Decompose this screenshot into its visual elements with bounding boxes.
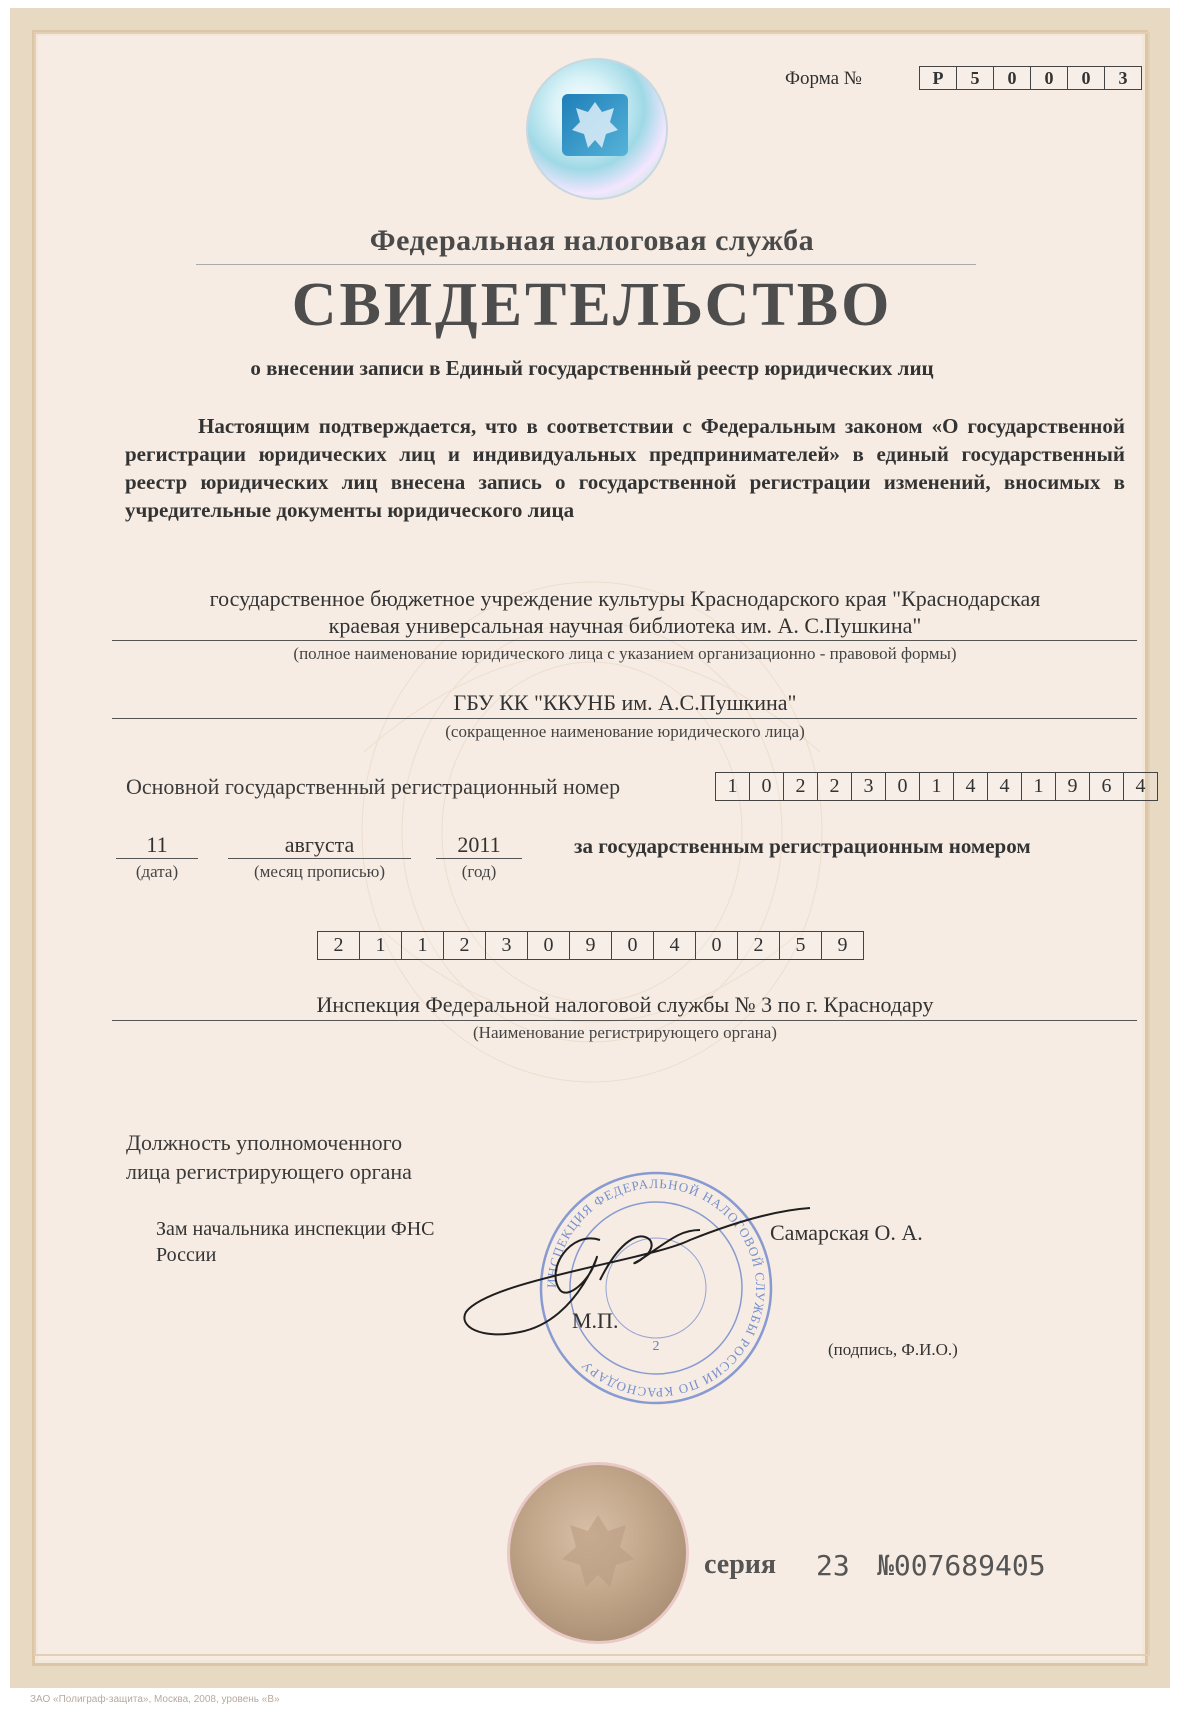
reg-digit: 9: [821, 931, 864, 960]
underline: [116, 858, 198, 859]
series-value: 23: [816, 1549, 850, 1582]
reg-digit: 9: [569, 931, 612, 960]
form-code-cell: Р: [919, 66, 957, 90]
ogrn-digit: 0: [749, 772, 784, 801]
series-label: серия: [704, 1549, 777, 1580]
entity-full-name-line1: государственное бюджетное учреждение культуры Краснодарского края "Краснодарская: [209, 586, 1041, 611]
ogrn-digit: 0: [885, 772, 920, 801]
form-code-cell: 3: [1104, 66, 1142, 90]
document-title: СВИДЕТЕЛЬСТВО: [291, 271, 893, 339]
reg-digit: 4: [653, 931, 696, 960]
embossed-seal-icon: [507, 1462, 689, 1644]
reg-year-caption: (год): [461, 862, 497, 881]
underline: [112, 1020, 1137, 1021]
form-code-cell: 0: [1030, 66, 1068, 90]
ogrn-label: Основной государственный регистрационный номер: [126, 774, 621, 799]
signer-name: Самарская О. А.: [770, 1220, 923, 1245]
entity-full-name-caption: (полное наименование юридического лица с указанием организационно - правовой формы): [293, 644, 957, 663]
reg-year: 2011: [457, 832, 501, 857]
role-line: Зам начальника инспекции ФНС: [156, 1218, 435, 1240]
reg-day: 11: [146, 832, 168, 857]
reg-day-caption: (дата): [135, 862, 179, 881]
reg-digit: 0: [695, 931, 738, 960]
ogrn-digit: 4: [987, 772, 1022, 801]
position-line: Должность уполномоченного: [126, 1130, 403, 1155]
underline: [112, 640, 1137, 641]
reg-digit: 0: [611, 931, 654, 960]
ogrn-number: [716, 772, 1158, 801]
registration-number: [318, 931, 864, 960]
entity-short-name-caption: (сокращенное наименование юридического лица): [445, 722, 805, 741]
ogrn-digit: 1: [1021, 772, 1056, 801]
reg-digit: 2: [317, 931, 360, 960]
ogrn-digit: 1: [715, 772, 750, 801]
reg-digit: 2: [737, 931, 780, 960]
official-position-label: [126, 1128, 412, 1186]
certification-text: Настоящим подтверждается, что в соответствии с Федеральным законом «О государственной регистрации юридических лиц и индивидуальных предпринимателей» в единый государственный реестр юридических лиц внесена запись о государственной регистрации изменений, вносимых в учредительные документы юридического лица: [125, 414, 1125, 522]
document-subtitle: о внесении записи в Единый государственный реестр юридических лиц: [250, 356, 934, 380]
position-line: лица регистрирующего органа: [126, 1159, 412, 1184]
role-line: России: [156, 1244, 217, 1266]
signature-caption: (подпись, Ф.И.О.): [828, 1340, 958, 1359]
form-label: Форма №: [785, 68, 862, 89]
reg-digit: 5: [779, 931, 822, 960]
stamp-center-text: 2: [652, 1339, 660, 1354]
form-code-cell: 5: [956, 66, 994, 90]
reg-digit: 0: [527, 931, 570, 960]
reg-month-caption: (месяц прописью): [253, 862, 386, 881]
seal-place-label: М.П.: [572, 1308, 619, 1333]
divider: [196, 264, 976, 265]
registering-authority-caption: (Наименование регистрирующего органа): [473, 1023, 777, 1042]
reg-digit: 3: [485, 931, 528, 960]
underline: [436, 858, 522, 859]
entity-full-name-line2: краевая универсальная научная библиотека им. А. С.Пушкина": [328, 613, 922, 638]
coat-of-arms-icon: [562, 94, 628, 156]
ogrn-digit: 4: [1123, 772, 1158, 801]
ogrn-digit: 2: [817, 772, 852, 801]
handwritten-signature: [450, 1200, 820, 1360]
form-code-cell: 0: [1067, 66, 1105, 90]
official-role: [156, 1216, 435, 1268]
reg-number-label: за государственным регистрационным номером: [574, 834, 1031, 858]
ogrn-digit: 2: [783, 772, 818, 801]
ogrn-digit: 4: [953, 772, 988, 801]
reg-digit: 2: [443, 931, 486, 960]
ogrn-digit: 3: [851, 772, 886, 801]
reg-month: августа: [284, 832, 355, 857]
entity-short-name: ГБУ КК "ККУНБ им. А.С.Пушкина": [453, 690, 797, 715]
stamp-outer-text: ИНСПЕКЦИЯ ФЕДЕРАЛЬНОЙ НАЛОГОВОЙ СЛУЖБЫ РОССИИ ПО КРАСНОДАРУ: [543, 1175, 769, 1401]
underline: [112, 718, 1137, 719]
form-code-cell: 0: [993, 66, 1031, 90]
issuing-service: Федеральная налоговая служба: [369, 224, 815, 257]
reg-digit: 1: [401, 931, 444, 960]
ogrn-digit: 9: [1055, 772, 1090, 801]
ogrn-digit: 6: [1089, 772, 1124, 801]
underline: [228, 858, 411, 859]
form-code: [920, 66, 1142, 90]
ogrn-digit: 1: [919, 772, 954, 801]
registering-authority: Инспекция Федеральной налоговой службы № 3 по г. Краснодару: [316, 992, 934, 1017]
reg-digit: 1: [359, 931, 402, 960]
printer-imprint: ЗАО «Полиграф-защита», Москва, 2008, уровень «В»: [30, 1694, 280, 1705]
document-number: №007689405: [877, 1549, 1046, 1582]
